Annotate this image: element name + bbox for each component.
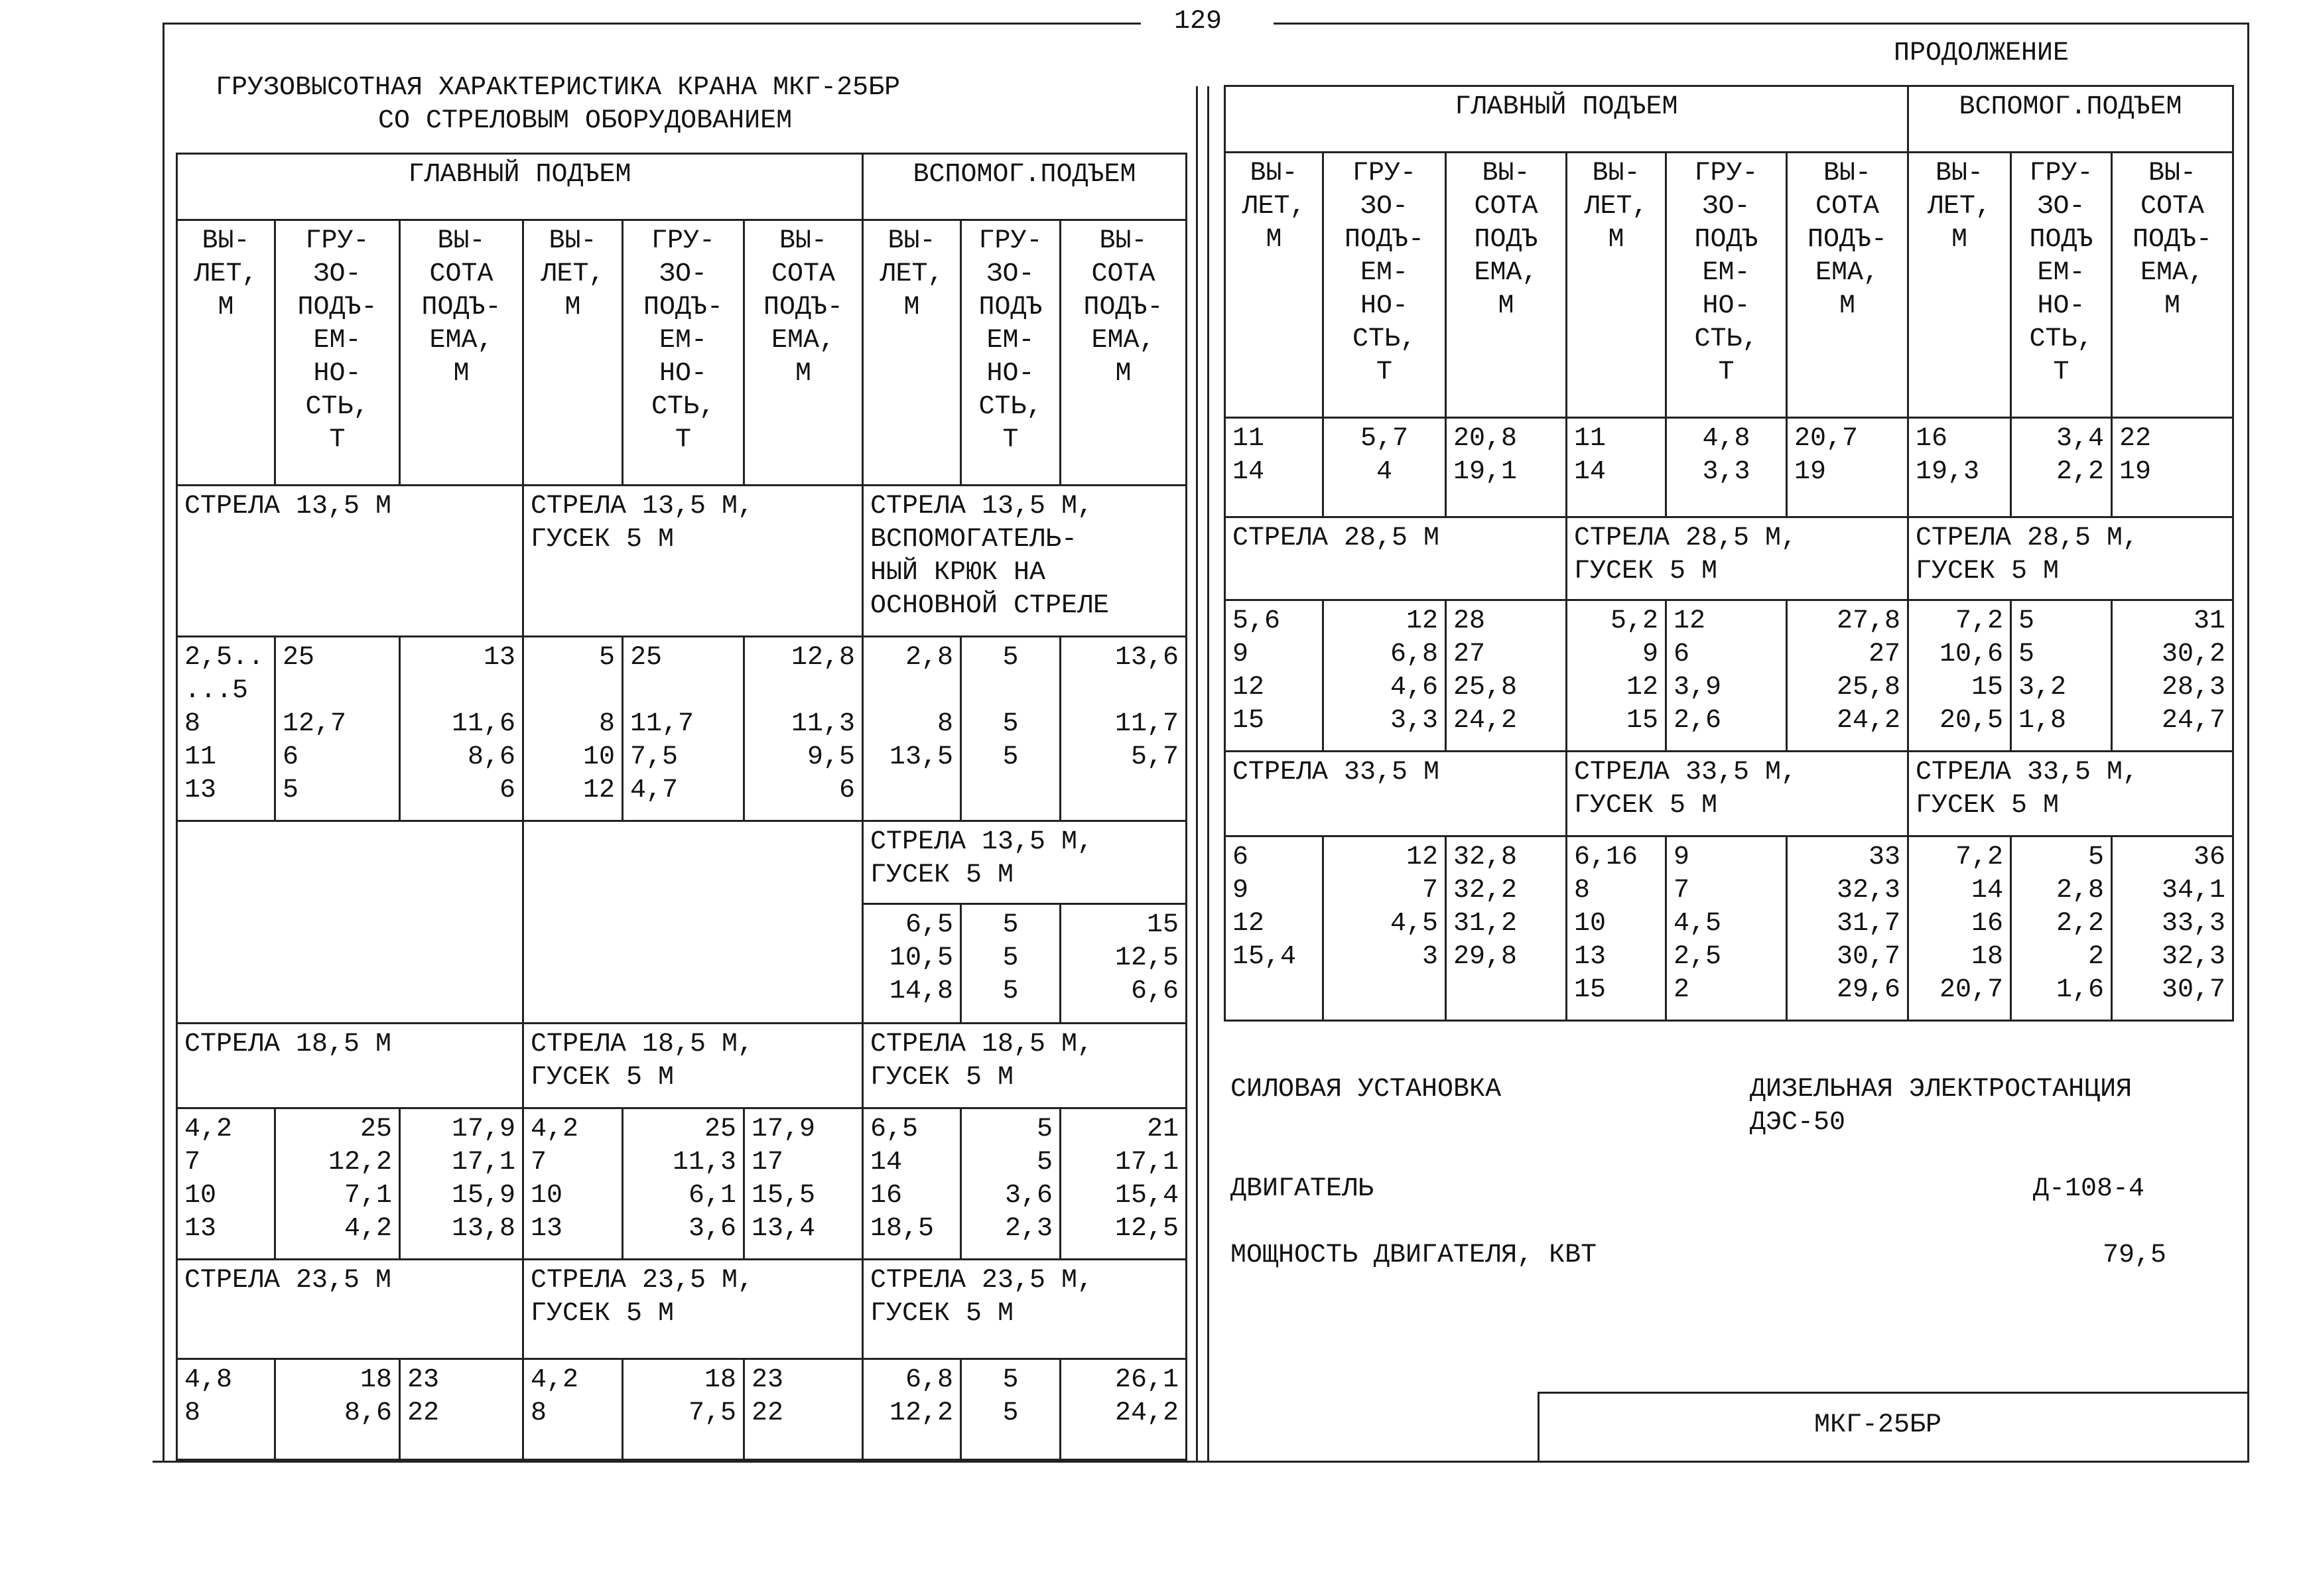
- reach-values: 11 14: [1225, 418, 1323, 517]
- frame-top-left: [163, 23, 1141, 25]
- reach-values: 6,16 8 10 13 15: [1567, 836, 1666, 1021]
- capacity-values: 9 7 4,5 2,5 2: [1666, 836, 1787, 1021]
- aux-lift-header: ВСПОМОГ.ПОДЪЕМ: [863, 154, 1187, 220]
- engine-label: ДВИГАТЕЛЬ: [1230, 1174, 1374, 1204]
- section-boom-23-5: СТРЕЛА 23,5 М: [177, 1260, 523, 1359]
- height-values: 33 32,3 31,7 30,7 29,6: [1787, 836, 1908, 1021]
- capacity-values: 25 11,3 6,1 3,6: [623, 1108, 744, 1260]
- frame-right: [2247, 23, 2249, 1462]
- col-reach-header: ВЫ- ЛЕТ, М: [177, 220, 275, 486]
- empty-cell: [177, 821, 523, 1024]
- capacity-values: 5 5 5: [961, 637, 1061, 821]
- section-boom-23-5-jib-aux: СТРЕЛА 23,5 М, ГУСЕК 5 М: [863, 1260, 1187, 1359]
- height-values: 15 12,5 6,6: [1061, 904, 1187, 1024]
- capacity-values: 18 7,5: [623, 1359, 744, 1460]
- col-reach-header: ВЫ- ЛЕТ, М: [1908, 153, 2011, 418]
- reach-values: 7,2 10,6 15 20,5: [1908, 600, 2011, 752]
- main-lift-header: ГЛАВНЫЙ ПОДЪЕМ: [1225, 86, 1908, 153]
- height-values: 21 17,1 15,4 12,5: [1061, 1108, 1187, 1260]
- empty-cell: [523, 821, 863, 1024]
- col-reach-header: ВЫ- ЛЕТ, М: [523, 220, 623, 486]
- col-reach-header: ВЫ- ЛЕТ, М: [1225, 153, 1323, 418]
- section-boom-13-5: СТРЕЛА 13,5 М: [177, 486, 523, 637]
- reach-values: 6,5 14 16 18,5: [863, 1108, 961, 1260]
- height-values: 23 22: [744, 1359, 863, 1460]
- col-height-header: ВЫ- СОТА ПОДЪ- ЕМА, М: [400, 220, 523, 486]
- capacity-values: 3,4 2,2: [2011, 418, 2112, 517]
- capacity-values: 5,7 4: [1323, 418, 1446, 517]
- height-values: 12,8 11,3 9,5 6: [744, 637, 863, 821]
- reach-values: 2,8 8 13,5: [863, 637, 961, 821]
- capacity-values: 5 5 3,6 2,3: [961, 1108, 1061, 1260]
- reach-values: 6,5 10,5 14,8: [863, 904, 961, 1024]
- section-boom-33-5-jib: СТРЕЛА 33,5 М, ГУСЕК 5 М: [1567, 752, 1908, 836]
- reach-values: 5 8 10 12: [523, 637, 623, 821]
- reach-values: 5,2 9 12 15: [1567, 600, 1666, 752]
- left-load-table: [176, 153, 1187, 1461]
- section-boom-13-5-jib: СТРЕЛА 13,5 М, ГУСЕК 5 М: [523, 486, 863, 637]
- frame-divider: [1196, 86, 1198, 1462]
- col-capacity-header: ГРУ- ЗО- ПОДЪ ЕМ- НО- СТЬ, Т: [961, 220, 1061, 486]
- col-capacity-header: ГРУ- ЗО- ПОДЪ ЕМ- НО- СТЬ, Т: [2011, 153, 2112, 418]
- height-values: 28 27 25,8 24,2: [1446, 600, 1567, 752]
- reach-values: 4,2 7 10 13: [177, 1108, 275, 1260]
- capacity-values: 12 7 4,5 3: [1323, 836, 1446, 1021]
- reach-values: 4,2 7 10 13: [523, 1108, 623, 1260]
- height-values: 20,7 19: [1787, 418, 1908, 517]
- col-height-header: ВЫ- СОТА ПОДЪ- ЕМА, М: [1061, 220, 1187, 486]
- section-boom-33-5: СТРЕЛА 33,5 М: [1225, 752, 1567, 836]
- capacity-values: 5 5 3,2 1,8: [2011, 600, 2112, 752]
- height-values: 13 11,6 8,6 6: [400, 637, 523, 821]
- height-values: 20,8 19,1: [1446, 418, 1567, 517]
- height-values: 36 34,1 33,3 32,3 30,7: [2112, 836, 2233, 1021]
- power-unit-label: СИЛОВАЯ УСТАНОВКА: [1230, 1075, 1502, 1104]
- reach-values: 7,2 14 16 18 20,7: [1908, 836, 2011, 1021]
- col-reach-header: ВЫ- ЛЕТ, М: [863, 220, 961, 486]
- col-height-header: ВЫ- СОТА ПОДЪ ЕМА, М: [1446, 153, 1567, 418]
- reach-values: 4,2 8: [523, 1359, 623, 1460]
- title-block-label: МКГ-25БР: [1814, 1410, 1942, 1440]
- section-boom-23-5-jib: СТРЕЛА 23,5 М, ГУСЕК 5 М: [523, 1260, 863, 1359]
- page-title-line1: ГРУЗОВЫСОТНАЯ ХАРАКТЕРИСТИКА КРАНА МКГ-25БР: [216, 73, 901, 103]
- reach-values: 6 9 12 15,4: [1225, 836, 1323, 1021]
- main-lift-header: ГЛАВНЫЙ ПОДЪЕМ: [177, 154, 863, 220]
- capacity-values: 25 11,7 7,5 4,7: [623, 637, 744, 821]
- col-capacity-header: ГРУ- ЗО- ПОДЪ- ЕМ- НО- СТЬ, Т: [275, 220, 400, 486]
- col-capacity-header: ГРУ- ЗО- ПОДЪ ЕМ- НО- СТЬ, Т: [1666, 153, 1787, 418]
- height-values: 32,8 32,2 31,2 29,8: [1446, 836, 1567, 1021]
- height-values: 17,9 17 15,5 13,4: [744, 1108, 863, 1260]
- col-capacity-header: ГРУ- ЗО- ПОДЪ- ЕМ- НО- СТЬ, Т: [1323, 153, 1446, 418]
- reach-values: 11 14: [1567, 418, 1666, 517]
- section-boom-18-5-jib: СТРЕЛА 18,5 М, ГУСЕК 5 М: [523, 1024, 863, 1108]
- section-boom-13-5-aux-hook: СТРЕЛА 13,5 М, ВСПОМОГАТЕЛЬ- НЫЙ КРЮК НА ОСНОВНОЙ СТРЕЛЕ: [863, 486, 1187, 637]
- col-capacity-header: ГРУ- ЗО- ПОДЪ- ЕМ- НО- СТЬ, Т: [623, 220, 744, 486]
- capacity-values: 25 12,7 6 5: [275, 637, 400, 821]
- capacity-values: 5 2,8 2,2 2 1,6: [2011, 836, 2112, 1021]
- engine-power-value: 79,5: [2103, 1240, 2167, 1270]
- frame-left: [163, 23, 164, 1462]
- col-reach-header: ВЫ- ЛЕТ, М: [1567, 153, 1666, 418]
- page-number: 129: [1174, 7, 1222, 36]
- section-boom-18-5: СТРЕЛА 18,5 М: [177, 1024, 523, 1108]
- height-values: 31 30,2 28,3 24,7: [2112, 600, 2233, 752]
- capacity-values: 4,8 3,3: [1666, 418, 1787, 517]
- capacity-values: 5 5 5: [961, 904, 1061, 1024]
- reach-values: 6,8 12,2: [863, 1359, 961, 1460]
- capacity-values: 25 12,2 7,1 4,2: [275, 1108, 400, 1260]
- capacity-values: 5 5: [961, 1359, 1061, 1460]
- reach-values: 2,5.. ...5 8 11 13: [177, 637, 275, 821]
- capacity-values: 18 8,6: [275, 1359, 400, 1460]
- continuation-label: ПРОДОЛЖЕНИЕ: [1894, 38, 2069, 68]
- capacity-values: 12 6 3,9 2,6: [1666, 600, 1787, 752]
- reach-values: 4,8 8: [177, 1359, 275, 1460]
- height-values: 26,1 24,2: [1061, 1359, 1187, 1460]
- section-boom-28-5-jib: СТРЕЛА 28,5 М, ГУСЕК 5 М: [1567, 517, 1908, 600]
- col-height-header: ВЫ- СОТА ПОДЪ- ЕМА, М: [744, 220, 863, 486]
- section-boom-28-5-jib-aux: СТРЕЛА 28,5 М, ГУСЕК 5 М: [1908, 517, 2233, 600]
- height-values: 27,8 27 25,8 24,2: [1787, 600, 1908, 752]
- section-boom-28-5: СТРЕЛА 28,5 М: [1225, 517, 1567, 600]
- col-height-header: ВЫ- СОТА ПОДЪ- ЕМА, М: [1787, 153, 1908, 418]
- right-load-table: [1224, 85, 2234, 1022]
- col-height-header: ВЫ- СОТА ПОДЪ- ЕМА, М: [2112, 153, 2233, 418]
- section-boom-18-5-jib-aux: СТРЕЛА 18,5 М, ГУСЕК 5 М: [863, 1024, 1187, 1108]
- aux-lift-header: ВСПОМОГ.ПОДЪЕМ: [1908, 86, 2233, 153]
- reach-values: 16 19,3: [1908, 418, 2011, 517]
- section-boom-13-5-jib-aux: СТРЕЛА 13,5 М, ГУСЕК 5 М: [863, 821, 1187, 904]
- reach-values: 5,6 9 12 15: [1225, 600, 1323, 752]
- section-boom-33-5-jib-aux: СТРЕЛА 33,5 М, ГУСЕК 5 М: [1908, 752, 2233, 836]
- height-values: 22 19: [2112, 418, 2233, 517]
- capacity-values: 12 6,8 4,6 3,3: [1323, 600, 1446, 752]
- frame-top-right: [1274, 23, 2249, 25]
- power-unit-value: ДИЗЕЛЬНАЯ ЭЛЕКТРОСТАНЦИЯ ДЭС-50: [1750, 1075, 2133, 1138]
- height-values: 13,6 11,7 5,7: [1061, 637, 1187, 821]
- page-title-line2: СО СТРЕЛОВЫМ ОБОРУДОВАНИЕМ: [378, 106, 793, 136]
- height-values: 17,9 17,1 15,9 13,8: [400, 1108, 523, 1260]
- engine-value: Д-108-4: [2033, 1174, 2145, 1204]
- frame-divider-2: [1207, 86, 1209, 1462]
- engine-power-label: МОЩНОСТЬ ДВИГАТЕЛЯ, КВТ: [1230, 1240, 1597, 1270]
- height-values: 23 22: [400, 1359, 523, 1460]
